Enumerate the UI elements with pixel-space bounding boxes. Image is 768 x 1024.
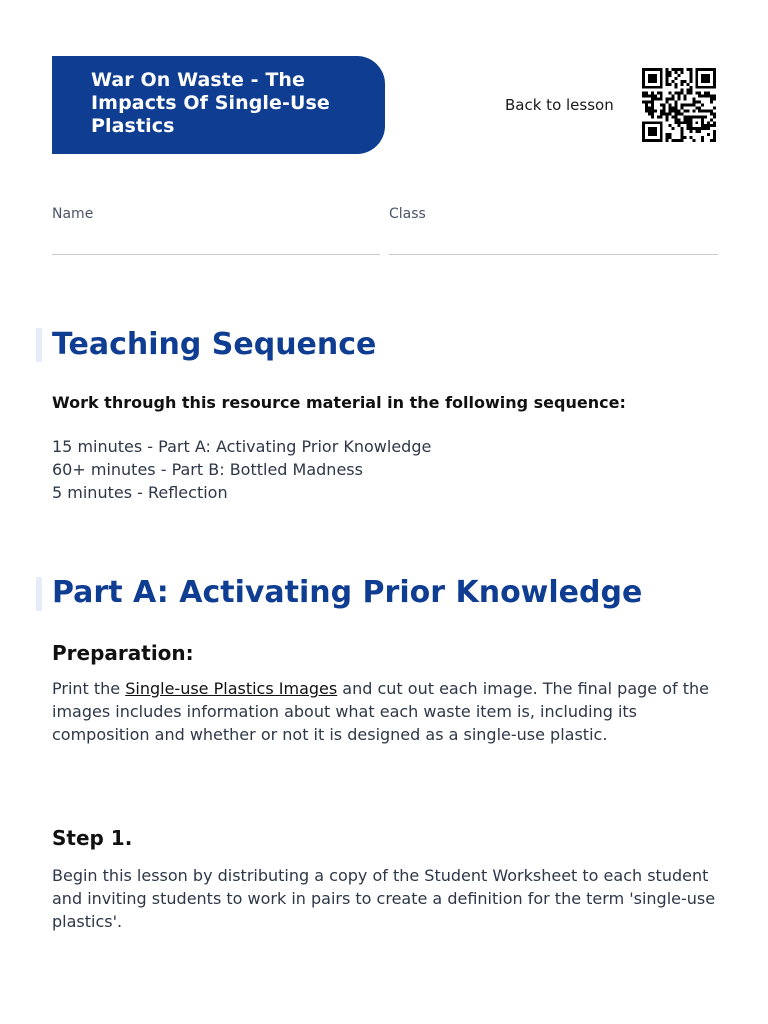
name-field[interactable] bbox=[52, 254, 380, 255]
section-accent-bar bbox=[36, 328, 42, 362]
teaching-sequence-heading: Teaching Sequence bbox=[52, 327, 377, 362]
step-1-text: Begin this lesson by distributing a copy of the Student Worksheet to each student and inviting students to work in pairs to create a definition for the term 'single-use plastics'. bbox=[52, 866, 716, 931]
page-title: War On Waste - The Impacts Of Single-Use Plastics bbox=[91, 69, 330, 137]
sequence-intro: Work through this resource material in the following sequence: bbox=[52, 393, 626, 412]
name-label: Name bbox=[52, 206, 94, 222]
part-a-heading: Part A: Activating Prior Knowledge bbox=[52, 575, 643, 610]
single-use-plastics-images-link[interactable]: Single-use Plastics Images bbox=[125, 679, 338, 698]
preparation-text-end: and cut out each image. The final page of the images includes information about what each waste item is, including its composition and whether or not it is designed as a single-use plastic. bbox=[52, 679, 709, 744]
class-label: Class bbox=[389, 206, 426, 222]
list-item: 5 minutes - Reflection bbox=[52, 483, 228, 502]
preparation-text bbox=[52, 677, 732, 746]
preparation-text-start: Print the bbox=[52, 679, 126, 698]
sequence-list bbox=[52, 435, 431, 504]
step-1-heading: Step 1. bbox=[52, 826, 133, 850]
list-item: 15 minutes - Part A: Activating Prior Knowledge bbox=[52, 437, 432, 456]
title-banner bbox=[52, 56, 385, 154]
qr-code-icon[interactable] bbox=[640, 68, 718, 142]
preparation-heading: Preparation: bbox=[52, 641, 194, 665]
back-to-lesson-link[interactable]: Back to lesson bbox=[505, 96, 614, 114]
list-item: 60+ minutes - Part B: Bottled Madness bbox=[52, 460, 363, 479]
class-field[interactable] bbox=[389, 254, 718, 255]
section-accent-bar bbox=[36, 577, 42, 611]
